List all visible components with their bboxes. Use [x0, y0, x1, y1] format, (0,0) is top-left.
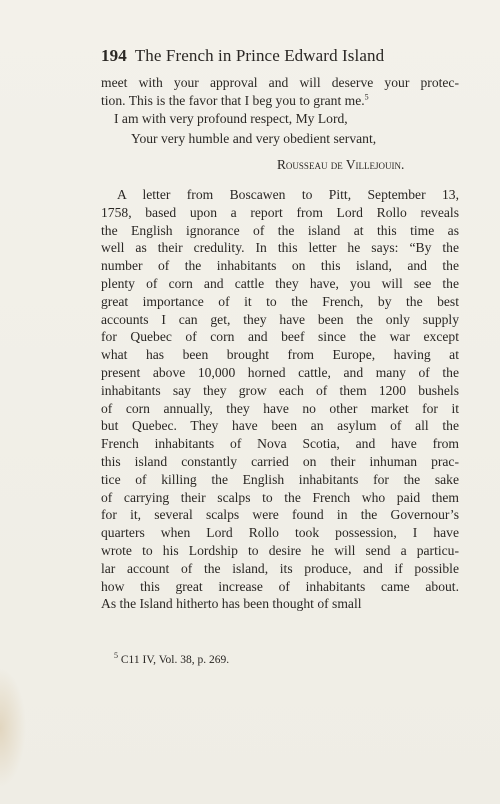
running-header [101, 46, 421, 66]
text-line-with-footnote [101, 92, 459, 110]
text-line: inhabitants say they grow each of them 1200 bushels [101, 382, 459, 398]
text-line: tion. This is the favor that I beg you to grant me. [101, 92, 365, 108]
text-line: accounts I can get, they have been the only supply [101, 311, 459, 327]
footnote-reference: 5 [364, 92, 369, 102]
closing-line: Your very humble and very obedient servant, [131, 131, 377, 146]
running-title: The French in Prince Edward Island [134, 46, 385, 65]
text-line: this island constantly carried on their inhuman prac- [101, 453, 459, 469]
text-line: of corn annually, they have no other market for it [101, 400, 459, 416]
text-line: number of the inhabitants on this island, and the [101, 258, 459, 274]
text-line: what has been brought from Europe, having at [101, 347, 459, 363]
text-line: of carrying their scalps to the French who paid them [101, 489, 459, 505]
text-line: wrote to his Lordship to desire he will send a particu- [101, 542, 459, 558]
text-line: well as their credulity. In this letter he says: “By the [101, 240, 459, 256]
text-line: plenty of corn and cattle they have, you will see the [101, 275, 459, 291]
text-line: the English ignorance of the island at this time as [101, 222, 459, 238]
letter-ending [101, 74, 459, 110]
text-line: how this great increase of inhabitants came about. [101, 578, 459, 594]
text-line: 1758, based upon a report from Lord Rollo reveals [101, 204, 459, 220]
text-line: tice of killing the English inhabitants for the sake [101, 471, 459, 487]
text-line: great importance of it to the French, by the best [101, 293, 459, 309]
text-line: As the Island hitherto has been thought of small [101, 596, 362, 612]
signature: Rousseau de Villejouin. [277, 157, 405, 172]
text-line: A letter from Boscawen to Pitt, September 13, [117, 187, 459, 202]
text-line: lar account of the island, its produce, and if possible [101, 560, 459, 576]
text-line: but Quebec. They have been an asylum of all the [101, 418, 459, 434]
footnote-marker: 5 [114, 651, 118, 661]
text-line: French inhabitants of Nova Scotia, and have from [101, 436, 459, 452]
text-line: present above 10,000 horned cattle, and many of the [101, 364, 459, 380]
footnote-text: C11 IV, Vol. 38, p. 269. [120, 654, 230, 666]
footnote [114, 651, 230, 666]
text-line: for it, several scalps were found in the Governour’s [101, 507, 459, 523]
paper-stain [0, 668, 26, 788]
text-line: quarters when Lord Rollo took possession, I have [101, 525, 459, 541]
text-line: meet with your approval and will deserve your protec- [101, 75, 459, 90]
closing-line: I am with very profound respect, My Lord, [114, 111, 348, 126]
text-line: for Quebec of corn and beef since the war except [101, 329, 459, 345]
body-paragraph [101, 186, 459, 613]
page-number: 194 [101, 46, 127, 65]
